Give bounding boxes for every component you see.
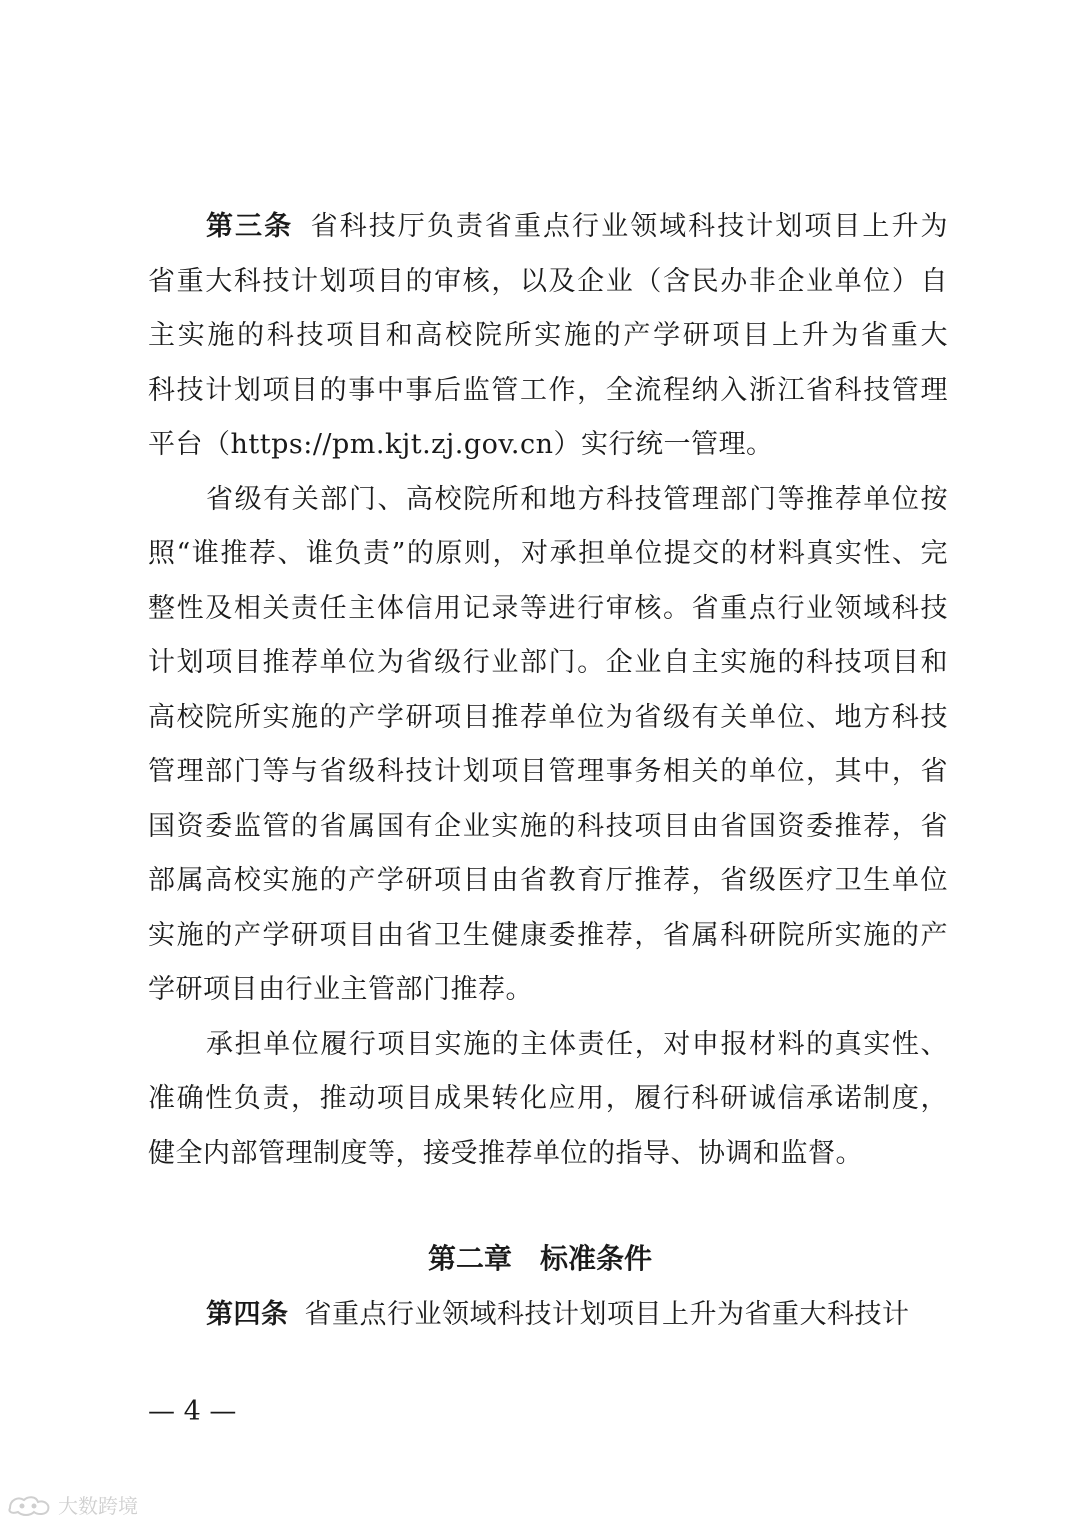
article-3 [148,200,948,1181]
article-3-para2-line8: 部属高校实施的产学研项目由省教育厅推荐，省级医疗卫生单位 [148,865,948,896]
watermark [6,1490,138,1519]
page-number: — 4 — [148,1396,237,1427]
article-4-heading: 第四条 [206,1299,289,1330]
article-3-para1-line5: 平台（https://pm.kjt.zj.gov.cn）实行统一管理。 [148,429,774,460]
article-3-para1-line4: 科技计划项目的事中事后监管工作，全流程纳入浙江省科技管理 [148,374,948,406]
article-3-heading: 第三条 [206,211,294,242]
watermark-text: 大数跨境 [58,1494,138,1518]
article-3-para2-line10: 学研项目由行业主管部门推荐。 [148,974,533,1005]
article-3-para2-line4: 计划项目推荐单位为省级行业部门。企业自主实施的科技项目和 [148,647,948,678]
article-3-para3-line3: 健全内部管理制度等，接受推荐单位的指导、协调和监督。 [148,1137,863,1169]
article-3-para2-line2: 照“谁推荐、谁负责”的原则，对承担单位提交的材料真实性、完 [148,538,948,569]
article-3-para2-line3: 整性及相关责任主体信用记录等进行审核。省重点行业领域科技 [148,592,948,624]
chapter-title: 标准条件 [540,1242,653,1275]
article-3-para1-line2: 省重大科技计划项目的审核，以及企业（含民办非企业单位）自 [148,265,948,297]
article-3-para3-line1: 承担单位履行项目实施的主体责任，对申报材料的真实性、 [206,1028,948,1060]
article-4-line1: 第四条 省重点行业领域科技计划项目上升为省重大科技计 [206,1299,910,1330]
article-3-para1-line1: 第三条 省科技厅负责省重点行业领域科技计划项目上升为 [206,211,949,242]
chapter-heading [0,1232,1080,1286]
article-3-para3-line2: 准确性负责，推动项目成果转化应用，履行科研诚信承诺制度， [148,1083,948,1114]
article-3-para2-line7: 国资委监管的省属国有企业实施的科技项目由省国资委推荐，省 [148,810,948,842]
article-3-para2-line9: 实施的产学研项目由省卫生健康委推荐，省属科研院所实施的产 [148,919,948,951]
article-3-para2-line1: 省级有关部门、高校院所和地方科技管理部门等推荐单位按 [206,483,948,515]
article-3-para1-line3: 主实施的科技项目和高校院所实施的产学研项目上升为省重大 [148,320,948,351]
article-4 [148,1288,948,1343]
watermark-logo-icon [6,1492,52,1518]
article-3-para2-line5: 高校院所实施的产学研项目推荐单位为省级有关单位、地方科技 [148,701,948,733]
article-3-para2-line6: 管理部门等与省级科技计划项目管理事务相关的单位，其中，省 [148,756,948,787]
chapter-number: 第二章 [427,1242,512,1275]
